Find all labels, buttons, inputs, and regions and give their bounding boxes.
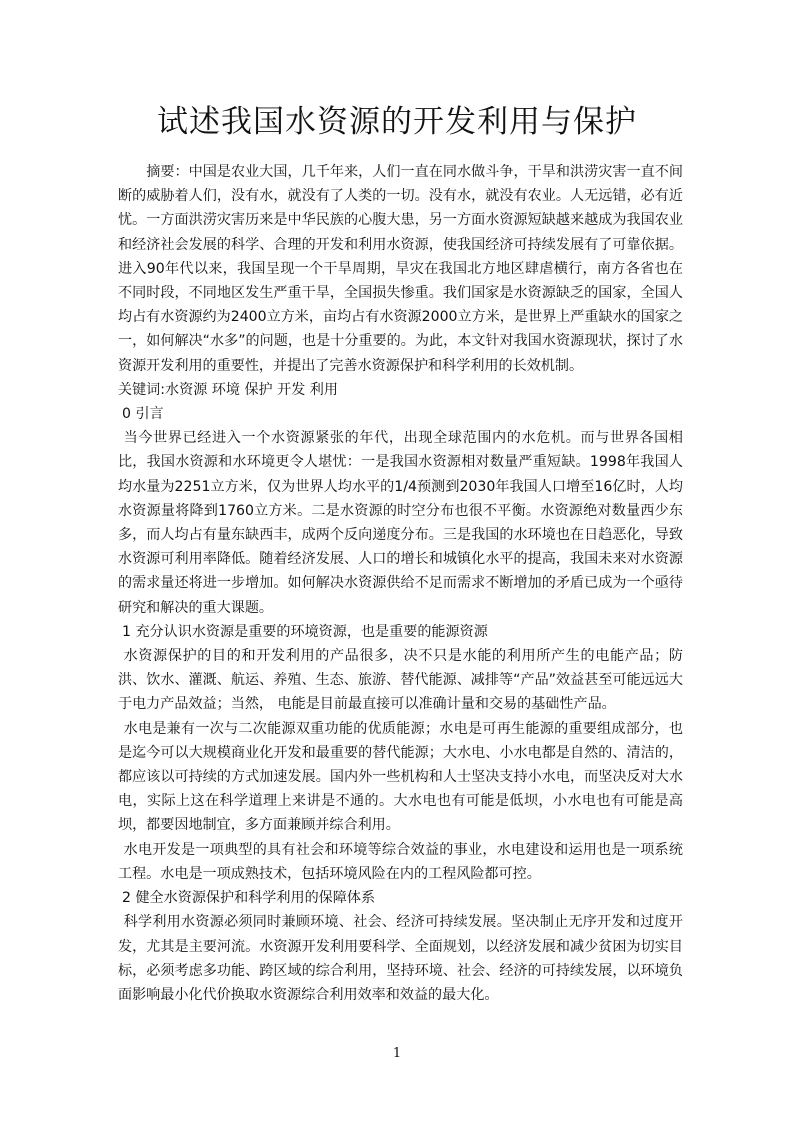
- document-title: 试述我国水资源的开发利用与保护: [157, 104, 637, 140]
- section-1-heading: 1 充分认识水资源是重要的环境资源，也是重要的能源资源: [122, 623, 488, 640]
- section-2-paragraph: 科学利用水资源必须同时兼顾环境、社会、经济可持续发展。坚决制止无序开发和过度开发，尤其是主要河流。水资源开发利用要科学、全面规划，以经济发展和减少贫困为切实目标，必须考虑多功能、跨区域的综合利用，坚持环境、社会、经济的可持续发展，以环境负面影响最小化代价换取水资源综合利用效率和效益的最大化。: [118, 914, 683, 1003]
- section-1-paragraph-3: 水电开发是一项典型的具有社会和环境等综合效益的事业，水电建设和运用也是一项系统工程。水电是一项成熟技术，包括环境风险在内的工程风险都可控。: [118, 841, 683, 882]
- section-2-heading: 2 健全水资源保护和科学利用的保障体系: [122, 890, 376, 907]
- keywords-line: 关键词:水资源 环境 保护 开发 利用: [118, 381, 338, 398]
- abstract-paragraph: 摘要：中国是农业大国，几千年来，人们一直在同水做斗争，干旱和洪涝灾害一直不间断的威胁着人们，没有水，就没有了人类的一切。没有水，就没有农业。人无远错，必有近忧。一方面洪涝灾害历来是中华民族的心腹大患，另一方面水资源短缺越来越成为我国农业和经济社会发展的科学、合理的开发和利用水资源，使我国经济可持续发展有了可靠依据。进入90年代以来，我国呈现一个干旱周期，旱灾在我国北方地区肆虐横行，南方各省也在不同时段，不同地区发生严重干旱，全国损失惨重。我们国家是水资源缺乏的国家，全国人均占有水资源约为2400立方米，亩均占有水资源2000立方米，是世界上严重缺水的国家之一，如何解决“水多”的问题，也是十分重要的。为此，本文针对我国水资源现状，探讨了水资源开发利用的重要性，并提出了完善水资源保护和科学利用的长效机制。: [118, 164, 684, 374]
- section-1-paragraph-2: 水电是兼有一次与二次能源双重功能的优质能源；水电是可再生能源的重要组成部分，也是迄今可以大规模商业化开发和最重要的替代能源；大水电、小水电都是自然的、清洁的，都应该以可持续的方式加速发展。国内外一些机构和人士坚决支持小水电，而坚决反对大水电，实际上这在科学道理上来讲是不通的。大水电也有可能是低坝，小水电也有可能是高坝，都要因地制宜，多方面兼顾并综合利用。: [118, 720, 683, 834]
- document-body: [118, 160, 683, 1007]
- section-0-paragraph: 当今世界已经进入一个水资源紧张的年代，出现全球范围内的水危机。而与世界各国相比，我国水资源和水环境更令人堪忧：一是我国水资源相对数量严重短缺。1998年我国人均水量为2251立方米，仅为世界人均水平的1/4预测到2030年我国人口增至16亿时，人均水资源量将降到1760立方米。二是水资源的时空分布也很不平衡。水资源绝对数量西少东多，而人均占有量东缺西丰，成两个反向递度分布。三是我国的水环境也在日趋恶化，导致水资源可利用率降低。随着经济发展、人口的增长和城镇化水平的提高，我国未来对水资源的需求量还将进一步增加。如何解决水资源供给不足而需求不断增加的矛盾已成为一个亟待研究和解决的重大课题。: [118, 430, 683, 616]
- section-1-paragraph-1: 水资源保护的目的和开发利用的产品很多，决不只是水能的利用所产生的电能产品；防洪、饮水、灌溉、航运、养殖、生态、旅游、替代能源、减排等“产品”效益甚至可能远远大于电力产品效益；当然， 电能是目前最直接可以准确计量和交易的基础性产品。: [118, 648, 683, 713]
- page-number: 1: [392, 1046, 402, 1061]
- section-0-heading: 0 引言: [122, 406, 164, 423]
